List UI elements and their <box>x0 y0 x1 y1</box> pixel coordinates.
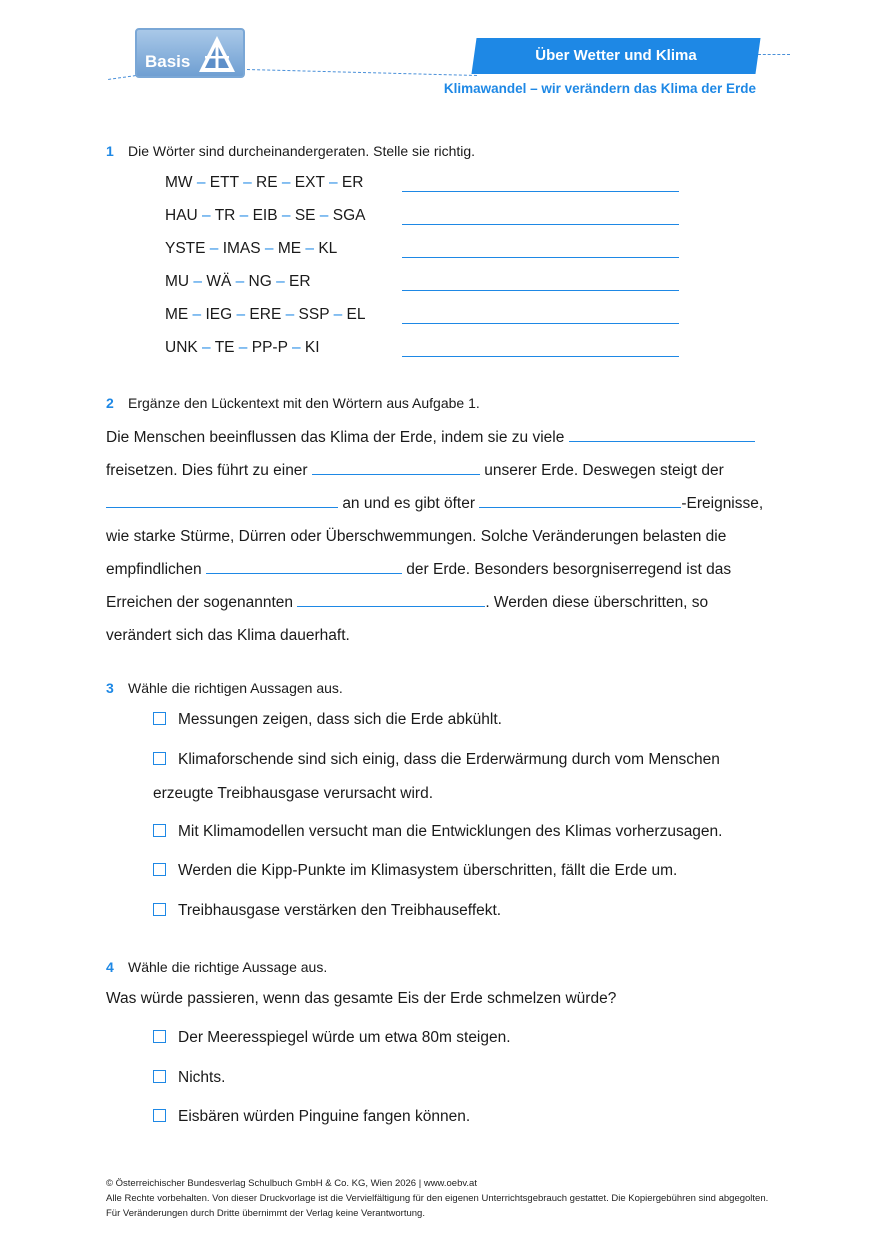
separator-dash: – <box>287 339 305 356</box>
scrambled-word-6 <box>165 339 320 357</box>
syllable: SE <box>294 207 316 224</box>
separator-dash: – <box>315 207 333 224</box>
syllable: PP-P <box>251 339 288 356</box>
header-dash-middle <box>247 69 477 76</box>
task3-option-1 <box>153 711 502 729</box>
scrambled-word-1 <box>165 174 363 192</box>
task3-option-5 <box>153 902 501 920</box>
separator-dash: – <box>277 174 295 191</box>
answer-line-4[interactable] <box>402 290 679 291</box>
checkbox[interactable] <box>153 1070 166 1083</box>
option-label: Eisbären würden Pinguine fangen können. <box>178 1108 471 1125</box>
separator-dash: – <box>205 240 223 257</box>
cloze-text-3: unserer Erde. Deswegen steigt der <box>484 462 724 479</box>
separator-dash: – <box>301 240 319 257</box>
cloze-text-6: wie starke Stürme, Dürren oder Überschwemmungen. Solche Veränderungen belasten die <box>106 528 727 545</box>
worksheet-subtitle: Klimawandel – wir verändern das Klima der Erde <box>443 81 756 96</box>
logo-text: Basis <box>145 52 191 71</box>
syllable: TE <box>214 339 235 356</box>
separator-dash: – <box>189 273 207 290</box>
checkbox[interactable] <box>153 824 166 837</box>
syllable: ERE <box>249 306 282 323</box>
footer-rights: Alle Rechte vorbehalten. Von dieser Druckvorlage ist die Vervielfältigung für den eigenen Unterrichtsgebrauch gestattet. Die Kopiergebühren sind abgegolten. <box>106 1193 769 1204</box>
cloze-text-2: freisetzen. Dies führt zu einer <box>106 462 308 479</box>
footer-copyright: © Österreichischer Bundesverlag Schulbuch GmbH & Co. KG, Wien 2026 | www.oebv.at <box>106 1178 477 1189</box>
syllable: EXT <box>294 174 325 191</box>
banner-title: Über Wetter und Klima <box>535 47 697 64</box>
separator-dash: – <box>232 306 250 323</box>
syllable: KL <box>318 240 338 257</box>
task4-number: 4 <box>106 959 114 975</box>
syllable: UNK <box>165 339 198 356</box>
option-label: Messungen zeigen, dass sich die Erde abkühlt. <box>178 711 502 728</box>
cloze-text-4: an und es gibt öfter <box>342 495 476 512</box>
task4-question: Was würde passieren, wenn das gesamte Eis der Erde schmelzen würde? <box>106 990 617 1007</box>
scrambled-word-2 <box>165 207 365 225</box>
answer-line-1[interactable] <box>402 191 679 192</box>
separator-dash: – <box>324 174 342 191</box>
task2-instruction: Ergänze den Lückentext mit den Wörtern aus Aufgabe 1. <box>128 395 480 411</box>
separator-dash: – <box>192 174 210 191</box>
task4-option-3 <box>153 1108 470 1126</box>
task4-option-2 <box>153 1069 225 1087</box>
syllable: KI <box>304 339 320 356</box>
scrambled-word-3 <box>165 240 337 258</box>
answer-line-2[interactable] <box>402 224 679 225</box>
task3-option-4 <box>153 862 677 880</box>
syllable: ME <box>165 306 189 323</box>
syllable: WÄ <box>206 273 232 290</box>
task1-number: 1 <box>106 143 114 159</box>
task3-option-3 <box>153 823 722 841</box>
answer-line-3[interactable] <box>402 257 679 258</box>
separator-dash: – <box>238 174 257 191</box>
task2-heading <box>106 395 480 411</box>
option-label: Klimaforschende sind sich einig, dass die Erderwärmung durch vom Menschen <box>178 751 720 768</box>
basis-logo <box>135 28 245 78</box>
syllable: NG <box>248 273 272 290</box>
task1-heading <box>106 143 475 159</box>
triangle-logo-icon <box>197 34 237 74</box>
option-label: Nichts. <box>178 1069 226 1086</box>
syllable: IMAS <box>222 240 261 257</box>
syllable: IEG <box>205 306 233 323</box>
footer-disclaimer: Für Veränderungen durch Dritte übernimmt der Verlag keine Verantwortung. <box>106 1208 425 1219</box>
syllable: ER <box>341 174 364 191</box>
checkbox[interactable] <box>153 1109 166 1122</box>
separator-dash: – <box>235 207 253 224</box>
cloze-text-11: verändert sich das Klima dauerhaft. <box>106 627 350 644</box>
syllable: SSP <box>298 306 330 323</box>
syllable: EL <box>346 306 366 323</box>
cloze-blank-6[interactable] <box>297 591 485 607</box>
footer <box>106 1176 768 1221</box>
syllable: RE <box>256 174 278 191</box>
task4-option-1 <box>153 1029 511 1047</box>
separator-dash: – <box>277 207 295 224</box>
checkbox[interactable] <box>153 752 166 765</box>
cloze-blank-1[interactable] <box>569 426 755 442</box>
syllable: YSTE <box>165 240 206 257</box>
separator-dash: – <box>197 207 215 224</box>
separator-dash: – <box>329 306 347 323</box>
task4-heading <box>106 959 327 975</box>
option-label: Mit Klimamodellen versucht man die Entwicklungen des Klimas vorherzusagen. <box>178 823 723 840</box>
answer-line-6[interactable] <box>402 356 679 357</box>
task1-instruction: Die Wörter sind durcheinandergeraten. Stelle sie richtig. <box>128 143 476 159</box>
option-label: Treibhausgase verstärken den Treibhauseffekt. <box>178 902 502 919</box>
option-label: Werden die Kipp-Punkte im Klimasystem überschritten, fällt die Erde um. <box>178 862 678 879</box>
syllable: ETT <box>209 174 239 191</box>
cloze-text-9: Erreichen der sogenannten <box>106 594 293 611</box>
separator-dash: – <box>197 339 215 356</box>
header-dash-right <box>758 54 790 55</box>
checkbox[interactable] <box>153 863 166 876</box>
checkbox[interactable] <box>153 903 166 916</box>
separator-dash: – <box>271 273 290 290</box>
task3-number: 3 <box>106 680 114 696</box>
cloze-text-8: der Erde. Besonders besorgniserregend ist das <box>406 561 732 578</box>
task3-instruction: Wähle die richtigen Aussagen aus. <box>128 680 343 696</box>
syllable: HAU <box>165 207 198 224</box>
option-label: Der Meeresspiegel würde um etwa 80m steigen. <box>178 1029 511 1046</box>
separator-dash: – <box>234 339 252 356</box>
syllable: EIB <box>252 207 278 224</box>
syllable: TR <box>214 207 236 224</box>
syllable: MW <box>165 174 193 191</box>
checkbox[interactable] <box>153 1030 166 1043</box>
cloze-text-5: -Ereignisse, <box>681 495 764 512</box>
cloze-blank-5[interactable] <box>206 558 402 574</box>
scrambled-word-4 <box>165 273 311 291</box>
syllable: ME <box>277 240 302 257</box>
separator-dash: – <box>260 240 278 257</box>
checkbox[interactable] <box>153 712 166 725</box>
header-dash-left <box>108 75 136 80</box>
cloze-text-7: empfindlichen <box>106 561 202 578</box>
separator-dash: – <box>281 306 299 323</box>
task2-cloze-text <box>106 421 786 652</box>
answer-line-5[interactable] <box>402 323 679 324</box>
syllable: ER <box>289 273 311 290</box>
scrambled-word-5 <box>165 306 365 324</box>
cloze-blank-2[interactable] <box>312 459 480 475</box>
separator-dash: – <box>231 273 249 290</box>
task3-option-2-continued: erzeugte Treibhausgase verursacht wird. <box>153 785 434 802</box>
task3-heading <box>106 680 343 696</box>
task3-option-2 <box>153 751 720 769</box>
cloze-blank-4[interactable] <box>479 492 681 508</box>
syllable: SGA <box>332 207 366 224</box>
separator-dash: – <box>188 306 206 323</box>
cloze-blank-3[interactable] <box>106 492 338 508</box>
cloze-text-1: Die Menschen beeinflussen das Klima der Erde, indem sie zu viele <box>106 429 565 446</box>
syllable: MU <box>165 273 190 290</box>
cloze-text-10: . Werden diese überschritten, so <box>485 594 709 611</box>
task2-number: 2 <box>106 395 114 411</box>
task4-instruction: Wähle die richtige Aussage aus. <box>128 959 328 975</box>
